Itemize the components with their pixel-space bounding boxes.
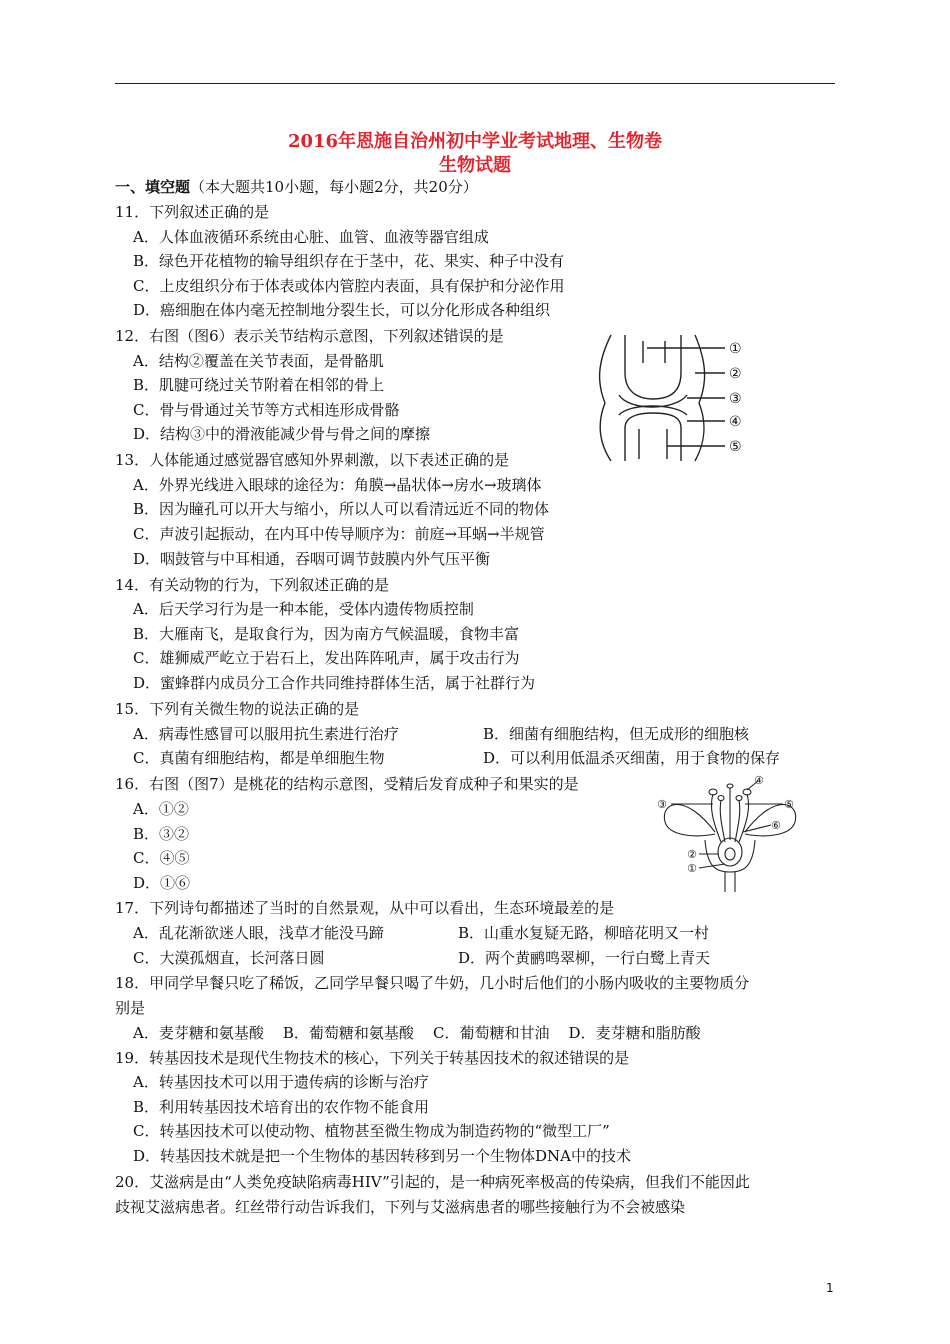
question-stem-cont: 歧视艾滋病患者。红丝带行动告诉我们，下列与艾滋病患者的哪些接触行为不会被感染	[115, 1198, 686, 1216]
option: A．结构②覆盖在关节表面，是骨骼肌	[133, 352, 384, 370]
option: C．骨与骨通过关节等方式相连形成骨骼	[133, 401, 400, 419]
option: B．利用转基因技术培育出的农作物不能食用	[133, 1098, 430, 1116]
option: B．山重水复疑无路，柳暗花明又一村	[458, 924, 710, 942]
question-stem: 15．下列有关微生物的说法正确的是	[115, 700, 360, 718]
document-title: 2016年恩施自治州初中学业考试地理、生物卷	[287, 131, 663, 152]
option: A．外界光线进入眼球的途径为：角膜→晶状体→房水→玻璃体	[133, 476, 542, 494]
option: C．上皮组织分布于体表或体内管腔内表面，具有保护和分泌作用	[133, 277, 565, 295]
joint-diagram	[595, 333, 755, 463]
fig7-label: ③	[657, 798, 667, 811]
page-number: 1	[826, 1281, 834, 1295]
option: A．乱花渐欲迷人眼，浅草才能没马蹄	[133, 924, 384, 942]
option: A．病毒性感冒可以服用抗生素进行治疗	[133, 725, 399, 743]
fig6-label: ②	[729, 366, 742, 382]
option: C．真菌有细胞结构，都是单细胞生物	[133, 749, 385, 767]
option: D．咽鼓管与中耳相通，吞咽可调节鼓膜内外气压平衡	[133, 550, 491, 568]
fig7-label: ⑥	[771, 819, 781, 832]
section-header	[115, 177, 478, 197]
joint-capsule-left	[600, 335, 611, 461]
question-stem-cont: 别是	[115, 999, 146, 1017]
question-stem: 16．右图（图7）是桃花的结构示意图，受精后发育成种子和果实的是	[115, 775, 579, 793]
option: B．细菌有细胞结构，但无成形的细胞核	[483, 725, 750, 743]
option-row: A．麦芽糖和氨基酸 B．葡萄糖和氨基酸 C．葡萄糖和甘油 D．麦芽糖和脂肪酸	[133, 1024, 701, 1042]
peach-flower-diagram	[655, 772, 815, 894]
top-rule	[115, 83, 835, 84]
question-stem: 12．右图（图6）表示关节结构示意图，下列叙述错误的是	[115, 327, 504, 345]
fig7-label: ⑤	[784, 798, 794, 811]
section-label: 一、填空题	[115, 178, 191, 196]
question-stem: 20．艾滋病是由“人类免疫缺陷病毒HIV”引起的，是一种病死率极高的传染病，但我们不能因此	[115, 1173, 750, 1191]
option: D．①⑥	[133, 874, 191, 892]
option: A．转基因技术可以用于遗传病的诊断与治疗	[133, 1073, 429, 1091]
fig6-label: ⑤	[729, 439, 742, 455]
option: D．蜜蜂群内成员分工合作共同维持群体生活，属于社群行为	[133, 674, 536, 692]
question-stem: 19．转基因技术是现代生物技术的核心，下列关于转基因技术的叙述错误的是	[115, 1049, 630, 1067]
question-stem: 14．有关动物的行为，下列叙述正确的是	[115, 576, 390, 594]
option: B．因为瞳孔可以开大与缩小，所以人可以看清远近不同的物体	[133, 500, 550, 518]
option: C．声波引起振动，在内耳中传导顺序为：前庭→耳蜗→半规管	[133, 525, 545, 543]
fig7-label: ②	[687, 848, 697, 861]
option: D．两个黄鹂鸣翠柳，一行白鹭上青天	[458, 949, 711, 967]
option: D．癌细胞在体内毫无控制地分裂生长，可以分化形成各种组织	[133, 301, 551, 319]
question-stem: 17．下列诗句都描述了当时的自然景观，从中可以看出，生态环境最差的是	[115, 899, 615, 917]
section-note: （本大题共10小题，每小题2分，共20分）	[190, 178, 478, 196]
question-stem: 18．甲同学早餐只吃了稀饭，乙同学早餐只喝了牛奶，几小时后他们的小肠内吸收的主要物质分	[115, 974, 750, 992]
fig7-label: ①	[687, 862, 697, 875]
upper-bone-outline	[625, 335, 681, 399]
option: D．转基因技术就是把一个生物体的基因转移到另一个生物体DNA中的技术	[133, 1147, 632, 1165]
option: C．转基因技术可以使动物、植物甚至微生物成为制造药物的“微型工厂”	[133, 1122, 610, 1140]
option: C．④⑤	[133, 849, 190, 867]
option: B．绿色开花植物的输导组织存在于茎中，花、果实、种子中没有	[133, 252, 565, 270]
option: A．人体血液循环系统由心脏、血管、血液等器官组成	[133, 228, 489, 246]
lower-bone-outline	[625, 413, 681, 461]
option: A．后天学习行为是一种本能，受体内遗传物质控制	[133, 600, 474, 618]
option: B．③②	[133, 825, 190, 843]
option: A．①②	[133, 800, 189, 818]
document-subtitle: 生物试题	[439, 155, 511, 176]
option: D．可以利用低温杀灭细菌，用于食物的保存	[483, 749, 781, 767]
fig6-label: ③	[729, 391, 742, 407]
option: C．雄狮威严屹立于岩石上，发出阵阵吼声，属于攻击行为	[133, 649, 520, 667]
option: B．大雁南飞，是取食行为，因为南方气候温暖，食物丰富	[133, 625, 520, 643]
option: D．结构③中的滑液能减少骨与骨之间的摩擦	[133, 425, 431, 443]
question-stem: 13．人体能通过感觉器官感知外界刺激，以下表述正确的是	[115, 451, 510, 469]
option: B．肌腱可绕过关节附着在相邻的骨上	[133, 376, 385, 394]
ovary	[718, 838, 742, 866]
option: C．大漠孤烟直，长河落日圆	[133, 949, 325, 967]
fig6-label: ④	[729, 414, 742, 430]
question-stem: 11．下列叙述正确的是	[115, 203, 270, 221]
petal-left	[664, 805, 715, 836]
fig6-label: ①	[729, 341, 742, 357]
fig7-label: ④	[754, 774, 764, 787]
